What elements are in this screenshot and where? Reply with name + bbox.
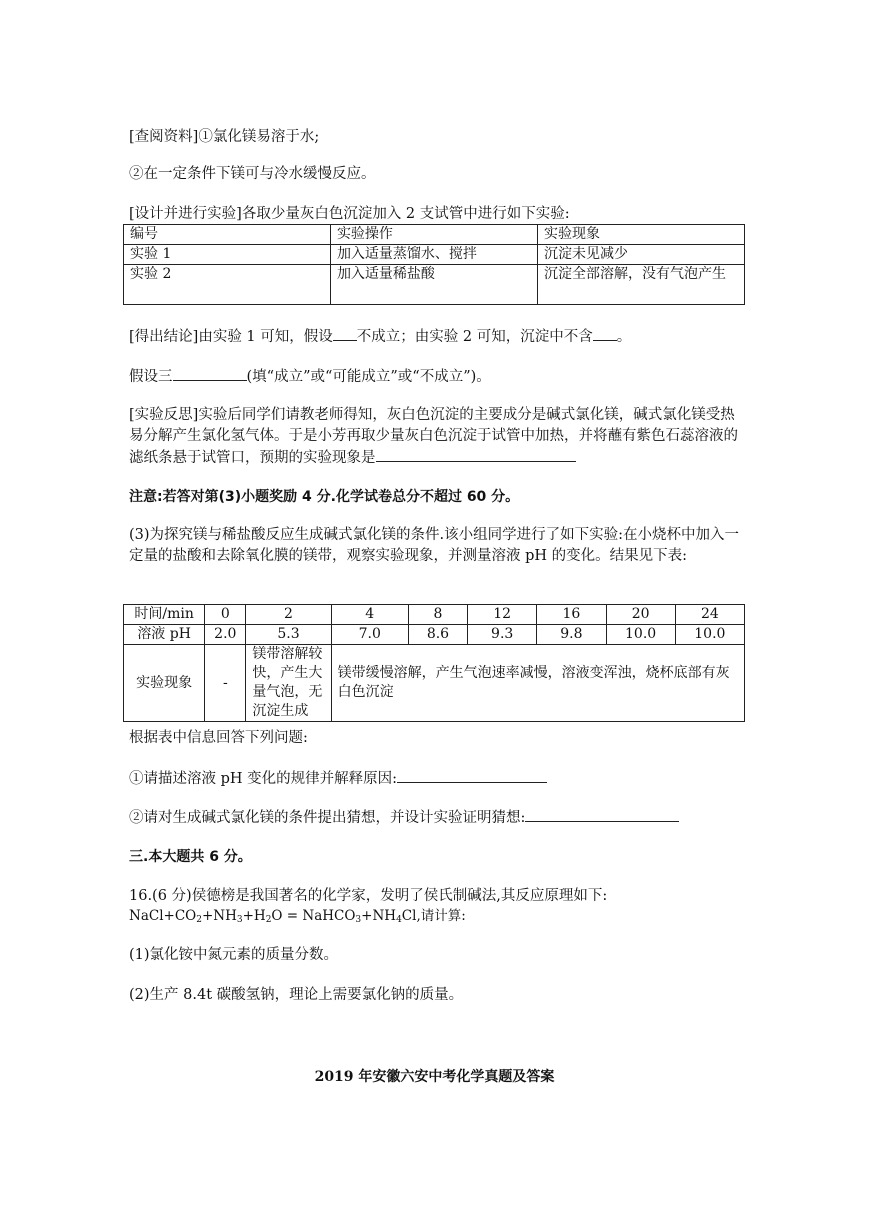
- observation-cell: -: [205, 645, 246, 722]
- table-cell: 加入适量稀盐酸: [330, 265, 537, 305]
- ph-cell: 10.0: [606, 625, 675, 645]
- time-cell: 2: [246, 605, 331, 625]
- time-cell: 16: [537, 605, 606, 625]
- equation-subscript: 2: [265, 915, 272, 925]
- page-title: 2019 年安徽六安中考化学真题及答案: [314, 1069, 555, 1085]
- observation-label: 实验现象: [124, 645, 205, 722]
- ph-cell: 5.3: [246, 625, 331, 645]
- header-cell: 编号: [124, 225, 331, 245]
- table-cell: 实验 2: [124, 265, 331, 305]
- section-3-heading: 三.本大题共 6 分。: [129, 849, 252, 865]
- question-16-part-1: (1)氯化铵中氮元素的质量分数。: [129, 947, 339, 963]
- time-cell: 4: [331, 605, 408, 625]
- time-cell: 20: [606, 605, 675, 625]
- equation-subscript: 3: [355, 915, 362, 925]
- answer-blank[interactable]: [376, 447, 576, 462]
- ph-cell: 7.0: [331, 625, 408, 645]
- equation-subscript: 4: [396, 915, 402, 925]
- table-row: [124, 245, 745, 265]
- answer-q1-text: ①请描述溶液 pH 变化的规律并解释原因:: [129, 771, 398, 787]
- table-row: [124, 265, 745, 305]
- table-cell: 实验 1: [124, 245, 331, 265]
- question-16-part-2: (2)生产 8.4t 碳酸氢钠，理论上需要氯化钠的质量。: [129, 987, 464, 1003]
- question-3-text: (3)为探究镁与稀盐酸反应生成碱式氯化镁的条件.该小组同学进行了如下实验:在小烧杯中加入一定量的盐酸和去除氧化膜的镁带，观察实验现象，并测量溶液 pH 的变化。结果见下表:: [129, 527, 740, 564]
- bonus-note: 注意:若答对第(3)小题奖励 4 分.化学试卷总分不超过 60 分。: [129, 489, 520, 505]
- time-label: 时间/min: [124, 605, 205, 625]
- answer-blank[interactable]: [333, 326, 357, 341]
- table-cell: 沉淀全部溶解，没有气泡产生: [537, 265, 744, 305]
- table-row: [124, 645, 745, 722]
- time-cell: 12: [468, 605, 537, 625]
- ph-table: [123, 604, 745, 722]
- answer-blank[interactable]: [173, 366, 247, 381]
- ph-label: 溶液 pH: [124, 625, 205, 645]
- table-row: [124, 605, 745, 625]
- hypothesis-3-line: [129, 366, 491, 387]
- conclusion-text-2: 不成立；由实验 2 可知，沉淀中不含: [356, 329, 593, 345]
- design-intro: [设计并进行实验]各取少量灰白色沉淀加入 2 支试管中进行如下实验:: [129, 206, 570, 222]
- equation-part: NaCl+CO: [129, 908, 197, 924]
- table-row: [124, 625, 745, 645]
- equation-subscript: 3: [236, 915, 243, 925]
- equation-part: +NH: [201, 908, 237, 924]
- time-cell: 0: [205, 605, 246, 625]
- equation-part: Cl,请计算:: [401, 908, 466, 924]
- ph-cell: 10.0: [675, 625, 744, 645]
- ph-cell: 9.8: [537, 625, 606, 645]
- table-cell: 沉淀未见减少: [537, 245, 744, 265]
- question-16-line: 16.(6 分)侯德榜是我国著名的化学家，发明了侯氏制碱法,其反应原理如下:: [129, 888, 608, 904]
- conclusion-text-3: 。: [616, 329, 632, 345]
- ph-cell: 8.6: [408, 625, 467, 645]
- hypothesis-3-hint: (填“成立”或“可能成立”或“不成立”)。: [246, 369, 491, 385]
- header-cell: 实验操作: [330, 225, 537, 245]
- conclusion-text-1: [得出结论]由实验 1 可知，假设: [129, 329, 333, 345]
- observation-cell: 镁带溶解较快，产生大量气泡，无沉淀生成: [246, 645, 331, 722]
- reaction-equation: [129, 906, 466, 930]
- equation-part: +NH: [361, 908, 397, 924]
- ph-cell: 2.0: [205, 625, 246, 645]
- answer-q2-line: [129, 807, 679, 828]
- hypothesis-3-label: 假设三: [129, 369, 173, 385]
- equation-part: +H: [242, 908, 266, 924]
- time-cell: 8: [408, 605, 467, 625]
- answer-intro: 根据表中信息回答下列问题:: [129, 730, 308, 746]
- conclusion-line: [129, 326, 631, 347]
- answer-q1-line: [129, 768, 547, 789]
- ph-cell: 9.3: [468, 625, 537, 645]
- observation-cell: 镁带缓慢溶解，产生气泡速率减慢，溶液变浑浊，烧杯底部有灰白色沉淀: [331, 645, 744, 722]
- reflection-text: [实验反思]实验后同学们请教老师得知，灰白色沉淀的主要成分是碱式氯化镁，碱式氯化镁受热易分解产生氯化氢气体。于是小芳再取少量灰白色沉淀于试管中加热，并将蘸有紫色石蕊溶液的滤纸条悬于试管口，预期的实验现象是: [129, 407, 738, 466]
- header-cell: 实验现象: [537, 225, 744, 245]
- answer-blank[interactable]: [593, 326, 617, 341]
- time-cell: 24: [675, 605, 744, 625]
- research-line-1: [查阅资料]①氯化镁易溶于水;: [129, 129, 320, 145]
- design-table: [123, 224, 745, 305]
- equation-part: O = NaHCO: [271, 908, 356, 924]
- research-line-2: ②在一定条件下镁可与冷水缓慢反应。: [129, 166, 376, 182]
- answer-blank[interactable]: [397, 768, 547, 783]
- table-cell: 加入适量蒸馏水、搅拌: [330, 245, 537, 265]
- answer-q2-text: ②请对生成碱式氯化镁的条件提出猜想，并设计实验证明猜想:: [129, 810, 526, 826]
- answer-blank[interactable]: [525, 807, 679, 822]
- reflection-paragraph: [129, 405, 744, 469]
- equation-subscript: 2: [196, 915, 202, 925]
- table-header-row: [124, 225, 745, 245]
